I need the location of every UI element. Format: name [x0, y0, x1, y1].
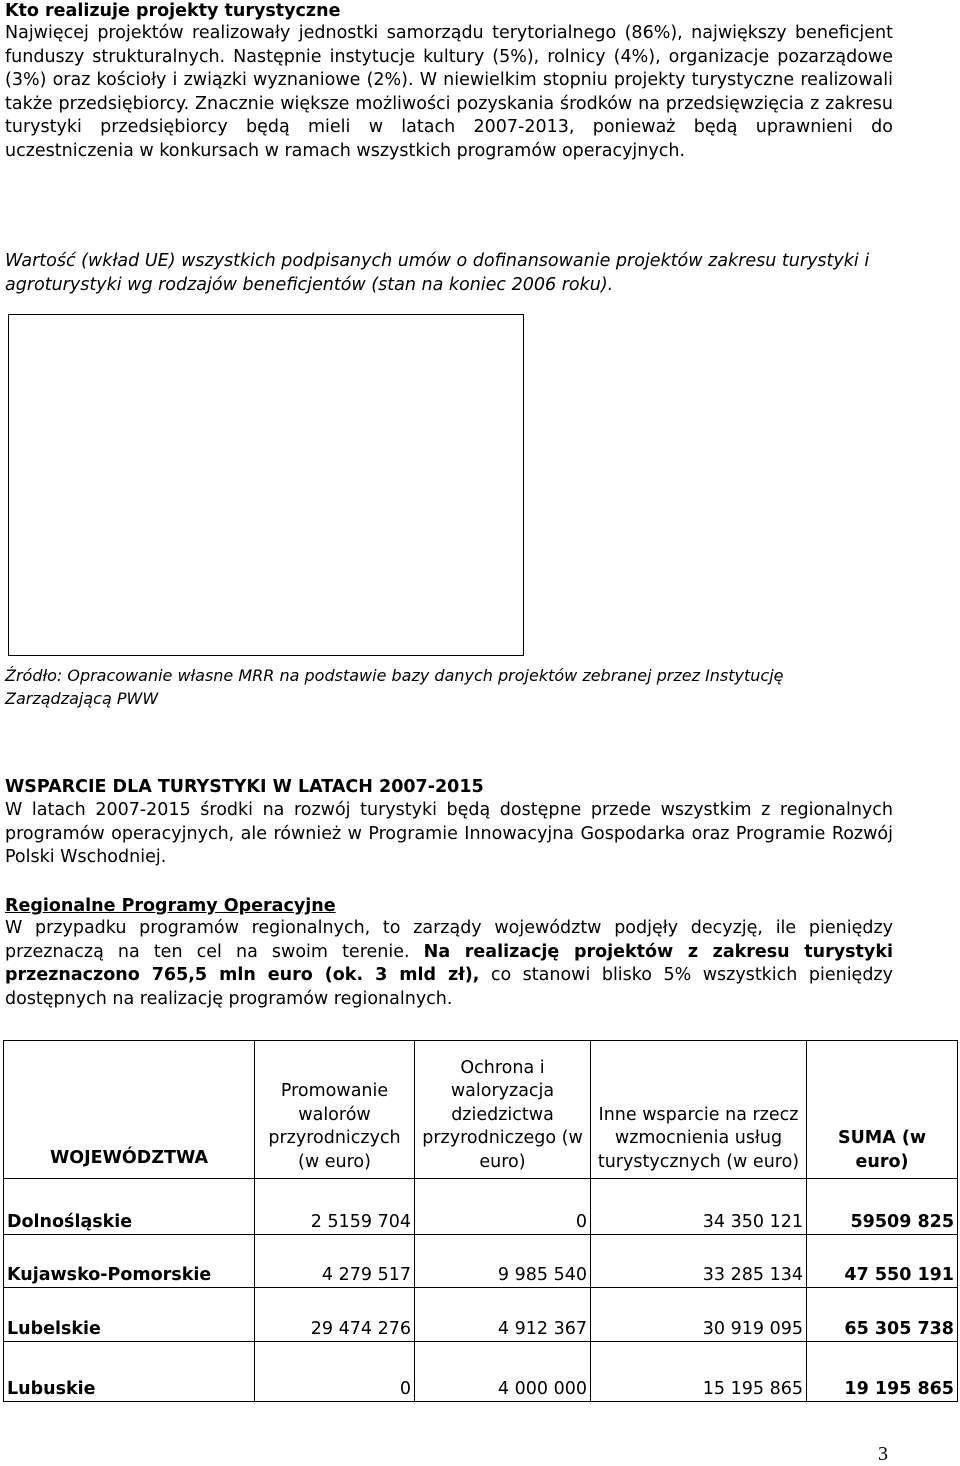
region-name: Lubelskie: [4, 1288, 255, 1342]
pie-chart-frame: [8, 314, 524, 656]
header-nature-promotion: Promowanie walorów przyrodniczych (w euro): [255, 1041, 415, 1179]
figure-caption: Wartość (wkład UE) wszystkich podpisanych umów o dofinansowanie projektów zakresu turystyki i agroturystyki wg rodzajów beneficjentów (stan na koniec 2006 roku).: [5, 251, 870, 295]
table-row: [4, 1288, 958, 1342]
section-heading-rpo: Regionalne Programy Operacyjne: [5, 896, 336, 916]
paragraph-who: Najwięcej projektów realizowały jednostki samorządu terytorialnego (86%), największy beneficjent funduszy strukturalnych. Następnie instytucje kultury (5%), rolnicy (4%), organizacje pozarządowe (3%) oraz kościoły i związki wyznaniowe (2%). W niewielkim stopniu projekty turystyczne realizowali także przedsiębiorcy. Znacznie większe możliwości pozyskania środków na przedsięwzięcia z zakresu turystyki przedsiębiorcy będą mieli w latach 2007-2013, ponieważ będą uprawnieni do uczestniczenia w konkursach w ramach wszystkich programów operacyjnych.: [5, 23, 893, 161]
table-cell: 29 474 276: [255, 1288, 415, 1342]
header-region: WOJEWÓDZTWA: [4, 1041, 255, 1179]
table-cell: 9 985 540: [415, 1235, 591, 1288]
paragraph-rpo: [5, 917, 893, 1011]
table-cell: 4 279 517: [255, 1235, 415, 1288]
region-name: Dolnośląskie: [4, 1179, 255, 1235]
table-cell: 0: [255, 1342, 415, 1402]
table-cell-sum: 47 550 191: [807, 1235, 958, 1288]
table-cell: 0: [415, 1179, 591, 1235]
pie-chart: [9, 315, 523, 655]
table-cell: 4 912 367: [415, 1288, 591, 1342]
table-cell: 33 285 134: [591, 1235, 807, 1288]
rpo-text-bold: Na realizację projektów z zakresu turystyki przeznaczono 765,5 mln euro (ok. 3 mld zł),: [5, 941, 893, 985]
table-cell: 2 5159 704: [255, 1179, 415, 1235]
page-number: 3: [878, 1443, 888, 1465]
table-header-row: [4, 1041, 958, 1179]
table-cell: 15 195 865: [591, 1342, 807, 1402]
region-name: Lubuskie: [4, 1342, 255, 1402]
table-cell-sum: 65 305 738: [807, 1288, 958, 1342]
section-heading-support: WSPARCIE DLA TURYSTYKI W LATACH 2007-2015: [5, 777, 484, 797]
table-cell: 34 350 121: [591, 1179, 807, 1235]
table-cell: 4 000 000: [415, 1342, 591, 1402]
table-row: [4, 1235, 958, 1288]
paragraph-support: W latach 2007-2015 środki na rozwój turystyki będą dostępne przede wszystkim z regionalnych programów operacyjnych, ale również w Programie Innowacyjna Gospodarka oraz Programie Rozwój Polski Wschodniej.: [5, 800, 893, 867]
header-heritage-protection: Ochrona i waloryzacja dziedzictwa przyrodniczego (w euro): [415, 1041, 591, 1179]
rpo-text-end: co stanowi blisko 5% wszystkich pieniędzy dostępnych na realizację programów regionalnych.: [5, 965, 893, 1009]
pie-label-6: [324, 654, 385, 655]
table-row: [4, 1179, 958, 1235]
table-row: [4, 1342, 958, 1402]
rpo-text-plain: W przypadku programów regionalnych, to zarządy województw podjęły decyzję, ile pieniędzy przeznaczą na ten cel na swoim terenie.: [5, 918, 893, 962]
header-other-support: Inne wsparcie na rzecz wzmocnienia usług turystycznych (w euro): [591, 1041, 807, 1179]
table-cell: 30 919 095: [591, 1288, 807, 1342]
figure-source: Źródło: Opracowanie własne MRR na podstawie bazy danych projektów zebranej przez Instytucję Zarządzającą PWW: [5, 666, 784, 708]
table-cell-sum: 59509 825: [807, 1179, 958, 1235]
section-heading-who: Kto realizuje projekty turystyczne: [5, 1, 341, 21]
table-cell-sum: 19 195 865: [807, 1342, 958, 1402]
header-sum: SUMA (w euro): [807, 1041, 958, 1179]
region-name: Kujawsko-Pomorskie: [4, 1235, 255, 1288]
funding-table: [3, 1040, 958, 1402]
